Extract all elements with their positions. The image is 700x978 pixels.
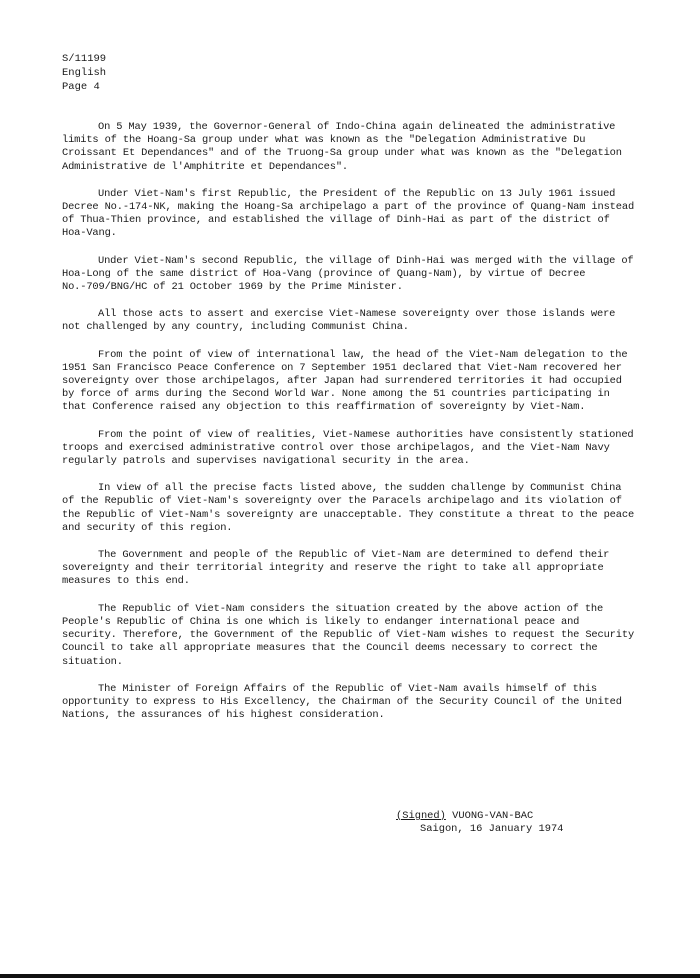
signature-line — [396, 810, 563, 823]
signatory-name: VUONG-VAN-BAC — [452, 810, 534, 822]
paragraph: The Government and people of the Republic of Viet-Nam are determined to defend their sovereignty and their territorial integrity and reserve the right to take all appropriate measures to this end. — [62, 549, 610, 588]
signature-place-date: Saigon, 16 January 1974 — [420, 823, 564, 835]
signature-block — [396, 810, 563, 836]
paragraph: From the point of view of realities, Viet-Namese authorities have consistently stationed troops and exercised administrative control over those archipelagos, and the Viet-Nam Navy regularly patrols and supervises navigational security in the area. — [62, 428, 634, 468]
paragraph: From the point of view of international law, the head of the Viet-Nam delegation to the 1951 San Francisco Peace Conference on 7 September 1951 declared that Viet-Nam recovered her sovereignty over those archipelagos, after Japan had surrendered territories it had occupied by force of arms during the Second World War. None among the 51 countries participating in that Conference raised any objection to this reaffirmation of sovereignty by Viet-Nam. — [62, 348, 628, 414]
paragraph: The Minister of Foreign Affairs of the Republic of Viet-Nam avails himself of this opportunity to express to His Excellency, the Chairman of the Security Council of the United Nations, the assurances of his highest consideration. — [62, 682, 622, 722]
paragraph: Under Viet-Nam's first Republic, the President of the Republic on 13 July 1961 issued Decree No.-174-NK, making the Hoang-Sa archipelago a part of the province of Quang-Nam instead of Thua-Thien province, and established the village of Dinh-Hai as part of the district of Hoa-Vang. — [62, 187, 635, 240]
paragraph: On 5 May 1939, the Governor-General of Indo-China again delineated the administrative limits of the Hoang-Sa group under what was known as the "Delegation Administrative Du Croissant Et Dependances" and of the Truong-Sa group under what was known as the "Delegation Administrative de l'Amphitrite et Dependances". — [62, 121, 622, 173]
paragraph: The Republic of Viet-Nam considers the situation created by the above action of the People's Republic of China is one which is likely to endanger international peace and security. Therefore, the Government of the Republic of Viet-Nam wishes to request the Security Council to take all appropriate measures that the Council deems necessary to correct the situation. — [62, 602, 635, 668]
document-language: English — [62, 67, 107, 79]
paragraph: Under Viet-Nam's second Republic, the village of Dinh-Hai was merged with the village of Hoa-Long of the same district of Hoa-Vang (province of Quang-Nam), by virtue of Decree No.-709/BNG/HC of 21 October 1969 by the Prime Minister. — [62, 254, 634, 294]
signed-label: (Signed) — [396, 810, 446, 822]
document-header — [62, 52, 106, 94]
document-symbol: S/11199 — [62, 53, 107, 65]
paragraph: In view of all the precise facts listed above, the sudden challenge by Communist China of the Republic of Viet-Nam's sovereignty over the Paracels archipelago and its violation of the Republic of Viet-Nam's sovereignty are unacceptable. They constitute a threat to the peace and security of this region. — [62, 482, 635, 534]
document-body — [62, 121, 638, 736]
paragraph: All those acts to assert and exercise Viet-Namese sovereignty over those islands were not challenged by any country, including Communist China. — [62, 308, 616, 334]
page-bottom-border — [0, 974, 700, 978]
page-number: Page 4 — [62, 81, 100, 93]
